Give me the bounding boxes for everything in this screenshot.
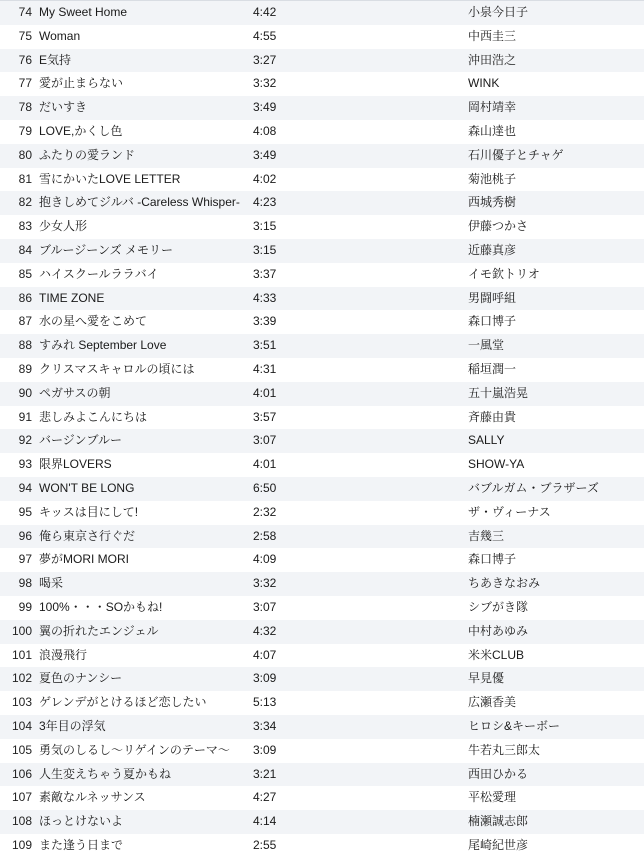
track-row[interactable] (0, 144, 644, 168)
track-duration: 3:07 (253, 433, 277, 448)
track-duration: 4:33 (253, 290, 277, 305)
track-artist: 中村あゆみ (468, 623, 529, 638)
track-artist: 岡村靖幸 (468, 100, 517, 115)
track-row[interactable] (0, 120, 644, 144)
track-row[interactable] (0, 310, 644, 334)
track-duration: 4:55 (253, 28, 277, 43)
track-title: 少女人形 (39, 219, 88, 234)
track-artist: ヒロシ&キーボー (468, 718, 561, 733)
track-number: 108 (11, 814, 32, 829)
track-title: My Sweet Home (39, 5, 128, 19)
track-title: 俺ら東京さ行ぐだ (39, 528, 136, 543)
track-title: 水の星へ愛をこめて (39, 314, 148, 329)
track-title: ふたりの愛ランド (39, 147, 136, 162)
track-artist: 楠瀬誠志郎 (468, 814, 529, 829)
track-number: 104 (11, 718, 32, 733)
track-title: ブルージーンズ メモリー (39, 242, 174, 257)
track-number: 85 (18, 266, 32, 281)
track-duration: 3:15 (253, 242, 277, 257)
track-title: 喝采 (39, 576, 64, 591)
track-number: 89 (18, 361, 32, 376)
track-number: 75 (18, 28, 32, 43)
track-number: 90 (18, 385, 32, 400)
track-row[interactable] (0, 1, 644, 25)
track-duration: 2:58 (253, 528, 277, 543)
track-artist: 尾崎紀世彦 (468, 837, 529, 852)
track-number: 95 (18, 504, 32, 519)
track-artist: 斉藤由貴 (468, 409, 517, 424)
track-artist: 沖田浩之 (468, 52, 517, 67)
track-title: バージンブルー (39, 433, 122, 448)
track-number: 82 (18, 195, 32, 210)
track-artist: ザ・ヴィーナス (468, 504, 551, 519)
track-number: 92 (18, 433, 32, 448)
track-artist: 早見優 (468, 671, 505, 686)
track-duration: 4:42 (253, 5, 277, 19)
track-artist: 近藤真彦 (468, 242, 517, 257)
track-duration: 4:02 (253, 171, 277, 186)
track-row[interactable] (0, 239, 644, 263)
track-artist: 西城秀樹 (468, 195, 517, 210)
track-row[interactable] (0, 620, 644, 644)
track-duration: 5:13 (253, 695, 277, 710)
track-title: ハイスクールララバイ (39, 266, 159, 281)
track-title: 素敵なルネッサンス (39, 790, 146, 805)
track-duration: 3:09 (253, 742, 277, 757)
track-duration: 3:32 (253, 576, 277, 591)
track-title: E気持 (39, 52, 72, 67)
track-number: 97 (18, 552, 32, 567)
track-duration: 3:57 (253, 409, 277, 424)
track-title: ほっとけないよ (39, 814, 124, 829)
track-duration: 4:27 (253, 790, 277, 805)
track-duration: 4:31 (253, 361, 277, 376)
track-artist: 米米CLUB (468, 647, 525, 662)
track-row[interactable] (0, 596, 644, 620)
track-row[interactable] (0, 358, 644, 382)
track-artist: SALLY (468, 433, 505, 448)
track-title: また逢う日まで (39, 837, 124, 852)
track-number: 78 (18, 100, 32, 115)
track-number: 77 (18, 76, 32, 91)
track-title: 浪漫飛行 (39, 647, 88, 662)
track-number: 101 (11, 647, 32, 662)
track-artist: シブがき隊 (468, 599, 529, 614)
track-duration: 3:32 (253, 76, 277, 91)
track-duration: 2:55 (253, 837, 277, 852)
track-artist: 一風堂 (468, 338, 505, 353)
track-row[interactable] (0, 525, 644, 549)
track-duration: 4:07 (253, 647, 277, 662)
track-title: クリスマスキャロルの頃には (39, 361, 195, 376)
track-duration: 4:09 (253, 552, 277, 567)
track-number: 87 (18, 314, 32, 329)
track-duration: 3:37 (253, 266, 277, 281)
track-duration: 3:15 (253, 219, 277, 234)
track-title: 雪にかいたLOVE LETTER (39, 171, 181, 186)
track-number: 76 (18, 52, 32, 67)
track-artist: 西田ひかる (468, 766, 529, 781)
track-artist: 牛若丸三郎太 (468, 742, 541, 757)
track-duration: 4:01 (253, 385, 277, 400)
track-row[interactable] (0, 334, 644, 358)
track-title: キッスは目にして! (39, 504, 139, 519)
track-row[interactable] (0, 263, 644, 287)
track-row[interactable] (0, 667, 644, 691)
track-number: 99 (18, 599, 32, 614)
track-row[interactable] (0, 191, 644, 215)
track-number: 96 (18, 528, 32, 543)
track-number: 88 (18, 338, 32, 353)
track-title: TIME ZONE (39, 290, 105, 305)
track-number: 86 (18, 290, 32, 305)
track-number: 109 (11, 837, 32, 852)
track-row[interactable] (0, 49, 644, 73)
track-title: だいすき (39, 100, 88, 115)
track-artist: 中西圭三 (468, 28, 517, 43)
track-row[interactable] (0, 715, 644, 739)
track-number: 107 (11, 790, 32, 805)
track-duration: 3:21 (253, 766, 277, 781)
track-artist: 稲垣潤一 (468, 361, 517, 376)
track-row[interactable] (0, 406, 644, 430)
track-title: ペガサスの朝 (39, 385, 111, 400)
track-number: 98 (18, 576, 32, 591)
track-artist: イモ欽トリオ (468, 266, 540, 281)
track-artist: 森山達也 (468, 123, 517, 138)
track-number: 93 (18, 457, 32, 472)
track-row[interactable] (0, 548, 644, 572)
track-number: 105 (11, 742, 32, 757)
track-duration: 3:09 (253, 671, 277, 686)
track-number: 79 (18, 123, 32, 138)
track-row[interactable] (0, 763, 644, 787)
track-artist: 男闘呼組 (468, 290, 517, 305)
track-title: 夢がMORI MORI (39, 552, 129, 567)
track-title: ゲレンデがとけるほど恋したい (39, 695, 207, 710)
track-title: 限界LOVERS (39, 457, 112, 472)
track-row[interactable] (0, 168, 644, 192)
track-title: 愛が止まらない (39, 76, 124, 91)
track-title: Woman (39, 28, 81, 43)
track-artist: バブルガム・ブラザーズ (468, 480, 599, 495)
track-duration: 4:01 (253, 457, 277, 472)
track-title: 勇気のしるし〜リゲインのテーマ〜 (39, 742, 230, 757)
track-title: 夏色のナンシー (39, 671, 123, 686)
track-duration: 3:39 (253, 314, 277, 329)
track-number: 84 (18, 242, 32, 257)
track-duration: 2:32 (253, 504, 277, 519)
track-artist: 菊池桃子 (468, 171, 517, 186)
track-duration: 3:49 (253, 147, 277, 162)
track-number: 91 (18, 409, 32, 424)
track-duration: 6:50 (253, 480, 277, 495)
track-number: 74 (18, 5, 32, 19)
track-row[interactable] (0, 382, 644, 406)
track-title: 抱きしめてジルバ -Careless Whisper- (39, 195, 240, 210)
track-row[interactable] (0, 691, 644, 715)
track-title: LOVE,かくし色 (39, 123, 123, 138)
track-artist: 森口博子 (468, 552, 517, 567)
track-duration: 3:34 (253, 718, 277, 733)
track-artist: SHOW-YA (468, 457, 525, 472)
track-number: 106 (11, 766, 32, 781)
track-duration: 3:49 (253, 100, 277, 115)
track-row[interactable] (0, 834, 644, 858)
track-title: すみれ September Love (39, 338, 167, 353)
track-number: 83 (18, 219, 32, 234)
track-duration: 4:14 (253, 814, 277, 829)
track-artist: 五十嵐浩晃 (468, 385, 529, 400)
track-number: 100 (11, 623, 32, 638)
track-number: 94 (18, 480, 32, 495)
track-row[interactable] (0, 215, 644, 239)
track-title: 100%・・・SOかもね! (39, 599, 163, 614)
track-number: 102 (11, 671, 32, 686)
track-row[interactable] (0, 453, 644, 477)
track-row[interactable] (0, 477, 644, 501)
track-number: 103 (11, 695, 32, 710)
track-row[interactable] (0, 287, 644, 311)
track-title: 3年目の浮気 (39, 718, 106, 733)
track-artist: 吉幾三 (468, 528, 505, 543)
track-artist: 森口博子 (468, 314, 517, 329)
track-row[interactable] (0, 25, 644, 49)
track-artist: 伊藤つかさ (468, 219, 529, 234)
track-duration: 4:32 (253, 623, 277, 638)
track-title: WON'T BE LONG (39, 480, 135, 495)
track-row[interactable] (0, 501, 644, 525)
track-duration: 3:51 (253, 338, 277, 353)
track-artist: WINK (468, 76, 500, 91)
track-duration: 4:23 (253, 195, 277, 210)
track-duration: 4:08 (253, 123, 277, 138)
track-title: 悲しみよこんにちは (39, 409, 148, 424)
track-duration: 3:07 (253, 599, 277, 614)
track-title: 人生変えちゃう夏かもね (39, 766, 172, 781)
track-artist: 平松愛理 (468, 790, 517, 805)
track-row[interactable] (0, 429, 644, 453)
track-row[interactable] (0, 786, 644, 810)
track-artist: 広瀬香美 (468, 695, 517, 710)
track-artist: 小泉今日子 (468, 5, 529, 19)
track-artist: 石川優子とチャゲ (468, 147, 564, 162)
track-duration: 3:27 (253, 52, 277, 67)
track-row[interactable] (0, 739, 644, 763)
track-row[interactable] (0, 572, 644, 596)
track-row[interactable] (0, 810, 644, 834)
track-number: 80 (18, 147, 32, 162)
track-row[interactable] (0, 96, 644, 120)
track-row[interactable] (0, 644, 644, 668)
track-title: 翼の折れたエンジェル (39, 623, 159, 638)
track-artist: ちあきなおみ (468, 576, 541, 591)
track-row[interactable] (0, 72, 644, 96)
track-number: 81 (18, 171, 32, 186)
